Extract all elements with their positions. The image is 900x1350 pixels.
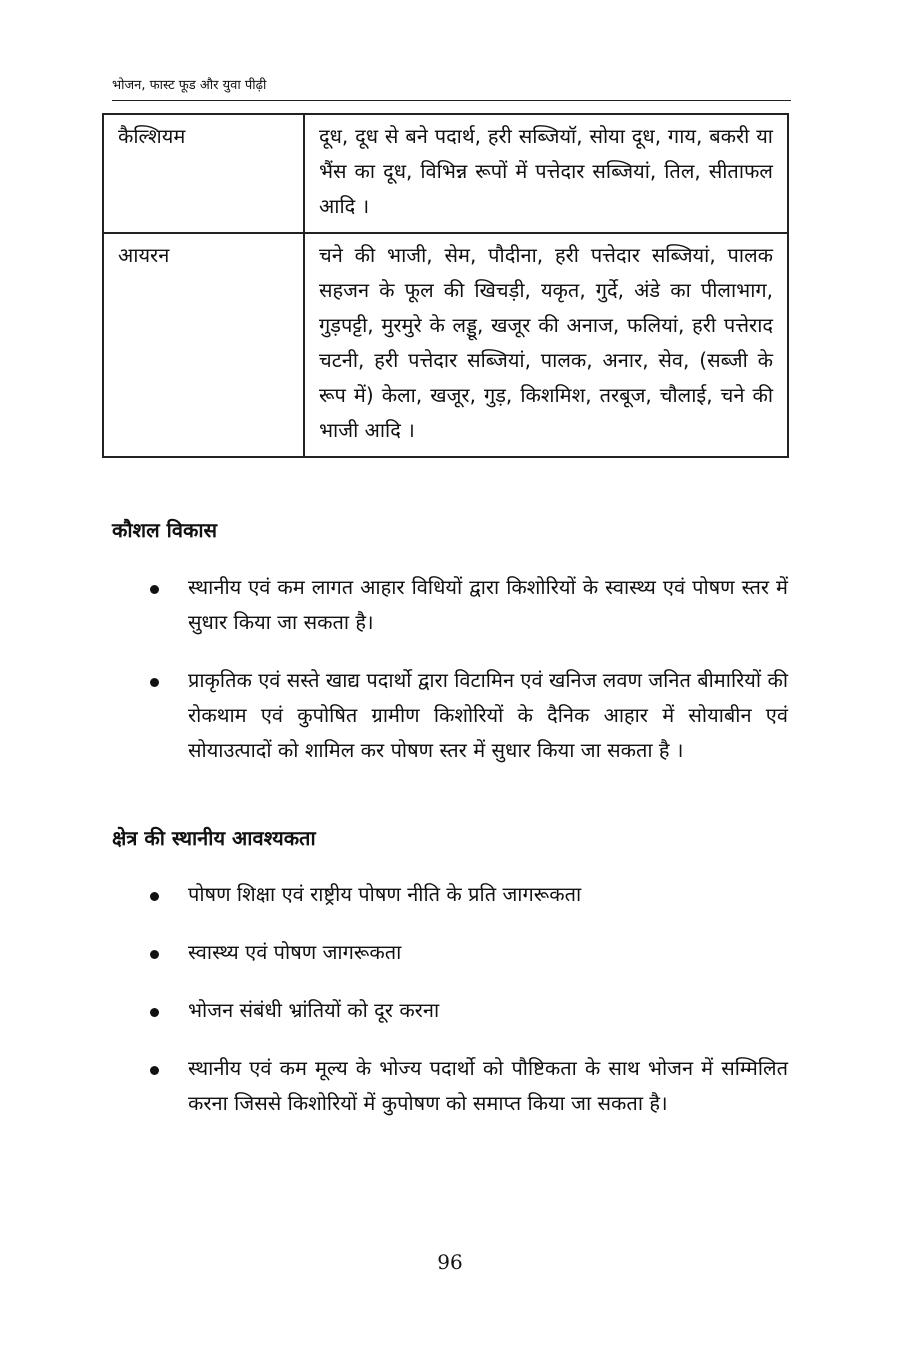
list-item-text: पोषण शिक्षा एवं राष्ट्रीय पोषण नीति के प्रति जागरूकता — [188, 882, 582, 906]
list-item-text: स्थानीय एवं कम मूल्य के भोज्य पदार्थो को पौष्टिकता के साथ भोजन में सम्मिलित करना जिससे किशोरियों में कुपोषण को समाप्त किया जा सकता है। — [188, 1056, 788, 1115]
list-item-text: प्राकृतिक एवं सस्ते खाद्य पदार्थो द्वारा विटामिन एवं खनिज लवण जनित बीमारियों की रोकथाम एवं कुपोषित ग्रामीण किशोरियों के दैनिक आहार में सोयाबीन एवं सोयाउत्पादों को शामिल कर पोषण स्तर में सुधार किया जा सकता है । — [188, 668, 788, 762]
list-item-text: स्वास्थ्य एवं पोषण जागरूकता — [188, 940, 402, 964]
list-item — [150, 1051, 788, 1121]
table-row — [103, 114, 788, 233]
list-item — [150, 877, 788, 912]
bullet-icon — [150, 1066, 159, 1075]
bullet-icon — [150, 1008, 159, 1017]
nutrient-name-cell: कैल्शियम — [103, 114, 304, 233]
nutrient-name-cell: आयरन — [103, 233, 304, 457]
nutrient-sources-cell: दूध, दूध से बने पदार्थ, हरी सब्जियॉ, सोया दूध, गाय, बकरी या भैंस का दूध, विभिन्न रूपों में पत्तेदार सब्जियां, तिल, सीताफल आदि । — [304, 114, 788, 233]
table-row — [103, 233, 788, 457]
page-number: 96 — [437, 1250, 463, 1274]
section-heading-local-needs: क्षेत्र की स्थानीय आवश्यकता — [112, 826, 316, 850]
bullet-icon — [150, 950, 159, 959]
nutrient-sources-table — [102, 113, 789, 458]
list-item — [150, 993, 788, 1028]
list-item-text: स्थानीय एवं कम लागत आहार विधियों द्वारा किशोरियों के स्वास्थ्य एवं पोषण स्तर में सुधार किया जा सकता है। — [188, 575, 788, 634]
bullet-icon — [150, 892, 159, 901]
skill-development-list — [150, 570, 788, 768]
list-item — [150, 663, 788, 768]
local-needs-list — [150, 877, 788, 1121]
nutrient-sources-cell: चने की भाजी, सेम, पौदीना, हरी पत्तेदार सब्जियां, पालक सहजन के फूल की खिचड़ी, यकृत, गुर्दे, अंडे का पीलाभाग, गुड़पट्टी, मुरमुरे के लड्डू, खजूर की अनाज, फलियां, हरी पत्तेराद चटनी, हरी पत्तेदार सब्जियां, पालक, अनार, सेव, (सब्जी के रूप में) केला, खजूर, गुड़, किशमिश, तरबूज, चौलाई, चने की भाजी आदि । — [304, 233, 788, 457]
bullet-icon — [150, 585, 159, 594]
list-item — [150, 935, 788, 970]
list-item — [150, 570, 788, 640]
section-heading-skill-development: कौशल विकास — [112, 518, 218, 542]
running-head-title: भोजन, फास्ट फूड और युवा पीढ़ी — [112, 78, 267, 93]
header-divider — [112, 100, 791, 101]
list-item-text: भोजन संबंधी भ्रांतियों को दूर करना — [188, 998, 440, 1022]
bullet-icon — [150, 678, 159, 687]
